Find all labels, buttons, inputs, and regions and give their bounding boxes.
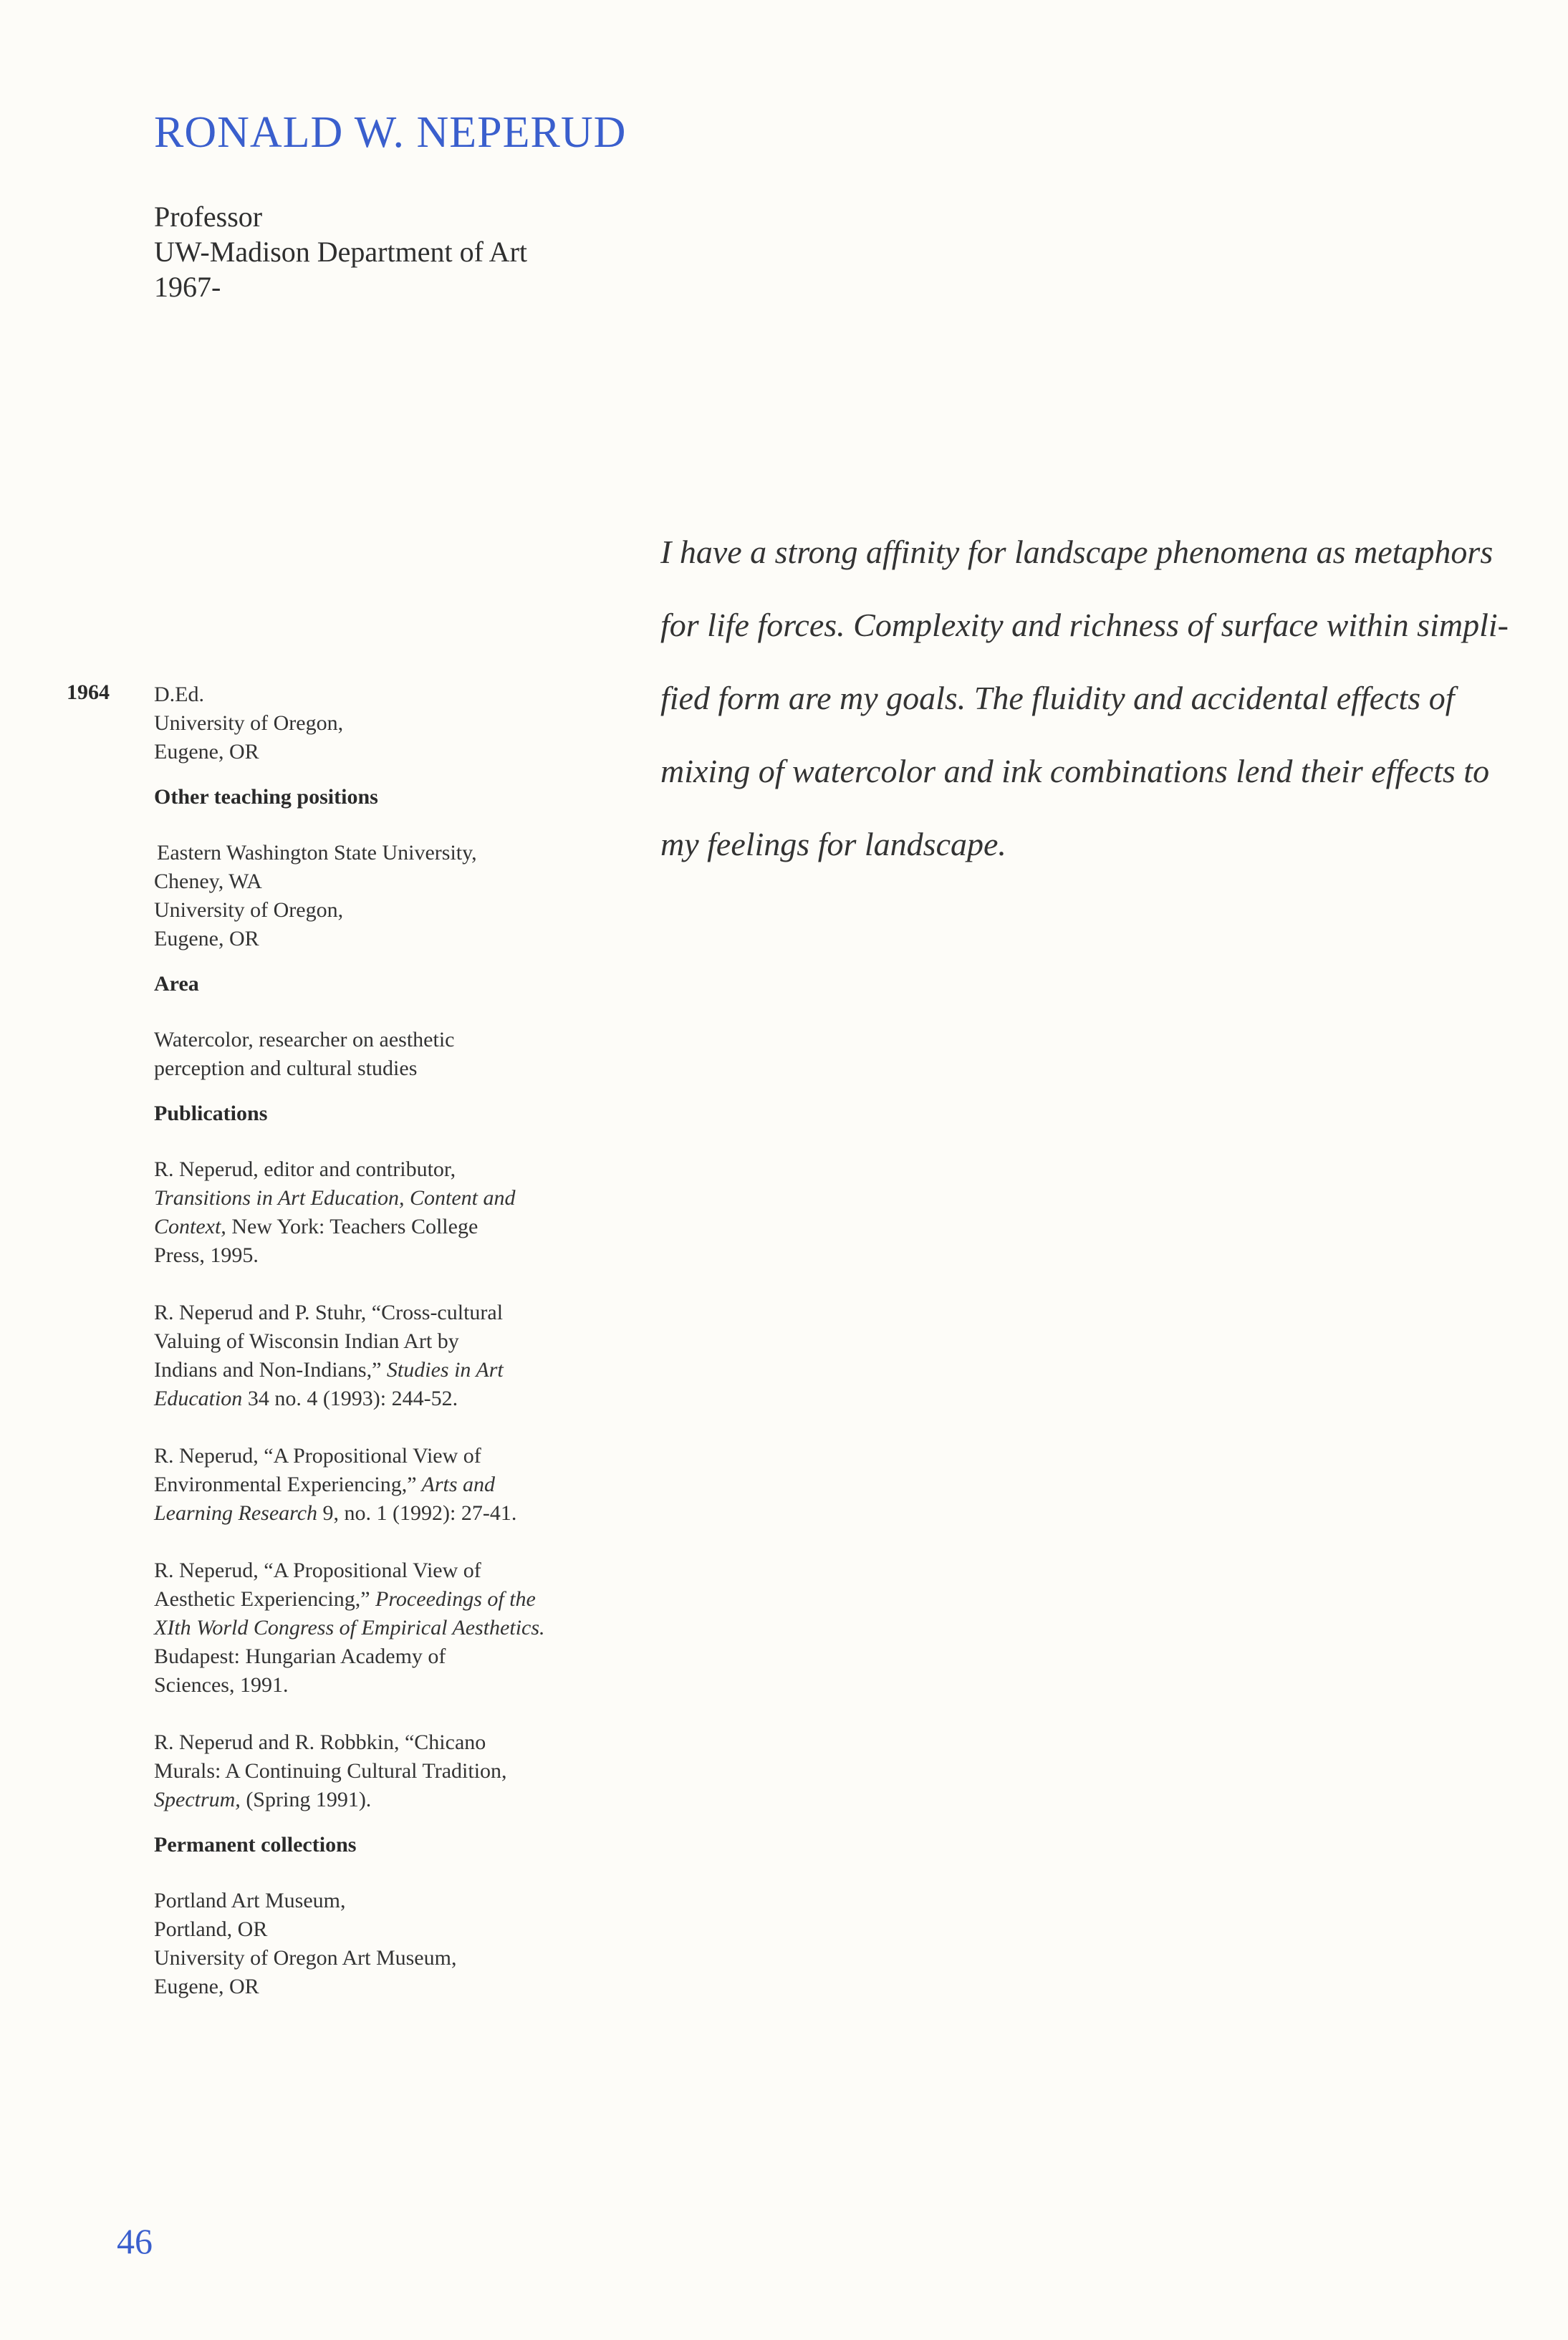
publication-entry [154,1442,584,1528]
publication-title: Context, [154,1215,226,1238]
area-line: Watercolor, researcher on aesthetic [154,1028,455,1051]
publication-text: Environmental Experiencing,” [154,1473,417,1496]
publication-text: 9, no. 1 (1992): 27-41. [317,1501,517,1525]
publication-line [154,1470,584,1499]
biography-column [154,680,584,2001]
publication-entry [154,1556,584,1700]
publication-line: R. Neperud, “A Propositional View of [154,1444,481,1468]
teaching-line: Cheney, WA [154,870,262,893]
teaching-line: Eastern Washington State University, [157,841,477,865]
artist-name: RONALD W. NEPERUD [154,108,627,157]
publication-line [154,1786,584,1814]
publication-line [154,1585,584,1614]
degree-location: Eugene, OR [154,740,259,764]
degree-institution: University of Oregon, [154,711,344,735]
statement-line: fied form are my goals. The fluidity and accidental effects of [660,680,1455,716]
publication-text: Aesthetic Experiencing,” [154,1587,370,1611]
publication-text: New York: Teachers College [226,1215,478,1238]
publication-line: Murals: A Continuing Cultural Tradition, [154,1759,507,1783]
statement-line: for life forces. Complexity and richness of surface within simpli- [660,607,1509,643]
publication-title: Arts and [416,1473,496,1496]
publication-line: XIth World Congress of Empirical Aesthetics. [154,1616,545,1640]
publication-line: Sciences, 1991. [154,1673,289,1697]
publication-title: Education [154,1387,243,1410]
statement-line: mixing of watercolor and ink combinations lend their effects to [660,753,1490,789]
publications-heading: Publications [154,1102,268,1125]
publication-title: Proceedings of the [370,1587,536,1611]
degree: D.Ed. [154,683,204,706]
publication-line [154,1385,584,1413]
publication-line: Press, 1995. [154,1243,259,1267]
position-title: Professor [154,201,263,233]
collection-line: University of Oregon Art Museum, [154,1946,457,1970]
collection-line: Eugene, OR [154,1975,259,1998]
page-number: 46 [117,2221,153,2261]
position-department: UW-Madison Department of Art [154,236,527,268]
publication-text: 34 no. 4 (1993): 244-52. [242,1387,458,1410]
collection-line: Portland Art Museum, [154,1889,346,1912]
publication-entry [154,1728,584,1814]
degree-year: 1964 [67,680,110,704]
publication-line: R. Neperud, editor and contributor, [154,1157,456,1181]
area-line: perception and cultural studies [154,1056,418,1080]
publication-text: Indians and Non-Indians,” [154,1358,382,1382]
publication-line [154,1213,584,1241]
publication-title: Spectrum, [154,1788,241,1811]
collection-line: Portland, OR [154,1917,268,1941]
other-teaching-heading: Other teaching positions [154,785,378,809]
position-years: 1967- [154,271,221,303]
artist-statement [660,516,1513,881]
publication-line: R. Neperud and P. Stuhr, “Cross-cultural [154,1301,504,1324]
publication-entry [154,1299,584,1413]
publication-line: Transitions in Art Education, Content and [154,1186,516,1210]
position-block [154,199,527,304]
collections-heading: Permanent collections [154,1833,357,1857]
publication-text: (Spring 1991). [240,1788,372,1811]
statement-line: my feelings for landscape. [660,826,1006,862]
publication-entry [154,1155,584,1270]
teaching-line: University of Oregon, [154,898,344,922]
area-heading: Area [154,972,199,996]
publication-line: Budapest: Hungarian Academy of [154,1645,446,1668]
publication-line: Valuing of Wisconsin Indian Art by [154,1329,459,1353]
publication-line: R. Neperud and R. Robbkin, “Chicano [154,1730,486,1754]
publication-line: R. Neperud, “A Propositional View of [154,1559,481,1582]
statement-line: I have a strong affinity for landscape phenomena as metaphors [660,534,1494,570]
publication-title: Studies in Art [381,1358,504,1382]
publication-line [154,1499,584,1528]
publication-line [154,1356,584,1385]
publication-title: Learning Research [154,1501,318,1525]
teaching-line: Eugene, OR [154,927,259,950]
